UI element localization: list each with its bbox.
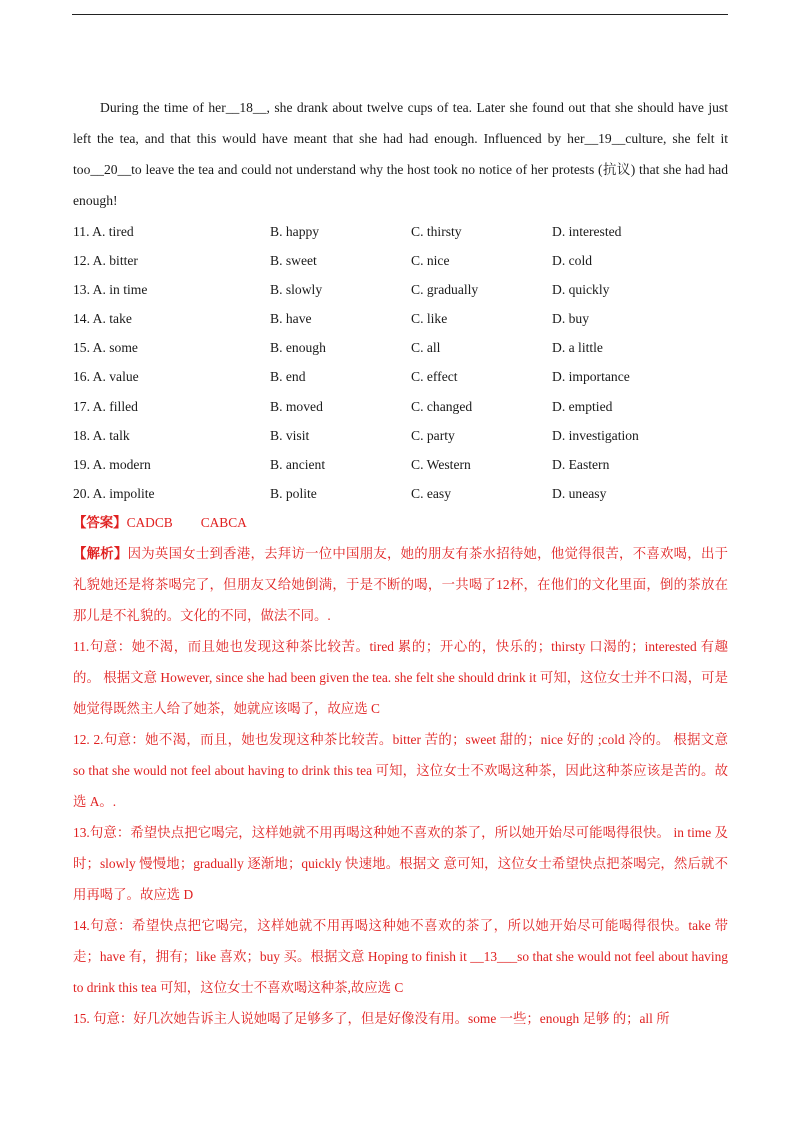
- question-row-12: [73, 246, 728, 275]
- option-a: 11. A. tired: [73, 224, 134, 239]
- option-b: B. enough: [270, 340, 326, 356]
- answer-part-1: CADCB: [126, 515, 173, 530]
- option-c: C. Western: [411, 456, 471, 472]
- analysis-intro-text: 因为英国女士到香港，去拜访一位中国朋友，她的朋友有茶水招待她，他觉得很苦，不喜欢喝，出于礼貌她还是将茶喝完了，但朋友又给她倒满，于是不断的喝，一共喝了12杯，在他们的文化里面，倒的茶放在那儿是不礼貌的。文化的不同，做法不同。.: [73, 546, 729, 623]
- question-row-13: [73, 275, 728, 304]
- header-rule: [72, 14, 728, 15]
- question-row-15: [73, 333, 728, 362]
- option-c: C. nice: [411, 253, 450, 269]
- option-b: B. polite: [270, 485, 317, 501]
- answer-part-2: CABCA: [200, 515, 247, 530]
- question-row-20: [73, 479, 728, 508]
- option-b: B. sweet: [270, 253, 317, 269]
- option-a: 16. A. value: [73, 369, 139, 385]
- option-b: B. moved: [270, 398, 323, 414]
- option-c: C. party: [411, 427, 455, 443]
- passage-paragraph: During the time of her__18__, she drank about twelve cups of tea. Later she found out that she should have just left the tea, and that this would have meant that she had had enough. Influenced by her__19__culture, she felt it too__20__to leave the tea and could not understand why the host took no notice of her protests (抗议) that she had had enough!: [73, 100, 728, 208]
- option-d: D. quickly: [552, 282, 610, 298]
- option-c: C. thirsty: [411, 224, 462, 239]
- option-a: 12. A. bitter: [73, 253, 138, 269]
- option-d: D. emptied: [552, 398, 613, 414]
- question-row-19: [73, 450, 728, 479]
- option-b: B. happy: [270, 224, 320, 239]
- option-a: 18. A. talk: [73, 427, 130, 443]
- answer-line: [73, 507, 728, 538]
- analysis-item-12: 12. 2.句意：她不渴，而且，她也发现这种茶比较苦。bitter 苦的；sweet 甜的；nice 好的 ;cold 冷的。 根据文意 so that she would not feel about having to drink this tea 可知，这位女士不欢喝这种茶，因此这种茶应该是苦的。故选 A。.: [73, 732, 728, 809]
- option-a: 19. A. modern: [73, 456, 151, 472]
- option-c: C. like: [411, 311, 448, 327]
- option-c: C. changed: [411, 398, 473, 414]
- analysis-intro: [73, 538, 728, 631]
- answer-analysis: [73, 507, 728, 1034]
- analysis-item-14: 14.句意：希望快点把它喝完，这样她就不用再喝这种她不喜欢的茶了，所以她开始尽可能喝得很快。take 带走；have 有，拥有；like 喜欢；buy 买。根据文意 Hoping to finish it __13___so that she would not feel about having to drink this tea 可知，这位女士不喜欢喝这种茶,故应选 C: [73, 918, 728, 995]
- question-row-11: [73, 217, 728, 246]
- option-b: B. visit: [270, 427, 310, 443]
- option-a: 15. A. some: [73, 340, 138, 356]
- answer-label: 【答案】: [73, 515, 127, 530]
- question-row-18: [73, 421, 728, 450]
- option-c: C. all: [411, 340, 441, 356]
- option-b: B. slowly: [270, 282, 323, 298]
- option-d: D. uneasy: [552, 485, 607, 501]
- analysis-item-13: 13.句意：希望快点把它喝完，这样她就不用再喝这种她不喜欢的茶了，所以她开始尽可能喝得很快。 in time 及时；slowly 慢慢地；gradually 逐渐地；quickly 快速地。根据文 意可知，这位女士希望快点把茶喝完，然后就不用再喝了。故应选 D: [73, 825, 728, 902]
- option-d: D. interested: [552, 224, 622, 239]
- question-row-16: [73, 362, 728, 391]
- option-c: C. effect: [411, 369, 458, 385]
- option-a: 20. A. impolite: [73, 485, 155, 501]
- question-row-17: [73, 392, 728, 421]
- reading-passage: [73, 92, 728, 216]
- option-d: D. importance: [552, 369, 630, 385]
- question-options: [73, 217, 728, 508]
- option-b: B. end: [270, 369, 306, 385]
- question-row-14: [73, 304, 728, 333]
- option-d: D. Eastern: [552, 456, 610, 472]
- option-d: D. a little: [552, 340, 603, 356]
- analysis-item-15: 15. 句意：好几次她告诉主人说她喝了足够多了，但是好像没有用。some 一些；enough 足够 的；all 所: [73, 1011, 670, 1026]
- analysis-item-11: 11.句意：她不渴，而且她也发现这种茶比较苦。tired 累的；开心的，快乐的；thirsty 口渴的；interested 有趣的。 根据文意 However, since she had been given the tea. she felt she should drink it 可知，这位女士并不口渴，可是她觉得既然主人给了她茶，她就应该喝了，故应选 C: [73, 639, 728, 716]
- option-d: D. investigation: [552, 427, 639, 443]
- analysis-label: 【解析】: [73, 546, 128, 561]
- option-c: C. gradually: [411, 282, 479, 298]
- option-a: 13. A. in time: [73, 282, 148, 298]
- option-d: D. cold: [552, 253, 593, 269]
- option-c: C. easy: [411, 485, 452, 501]
- option-b: B. have: [270, 311, 312, 327]
- option-b: B. ancient: [270, 456, 326, 472]
- option-d: D. buy: [552, 311, 590, 327]
- option-a: 14. A. take: [73, 311, 132, 327]
- option-a: 17. A. filled: [73, 398, 138, 414]
